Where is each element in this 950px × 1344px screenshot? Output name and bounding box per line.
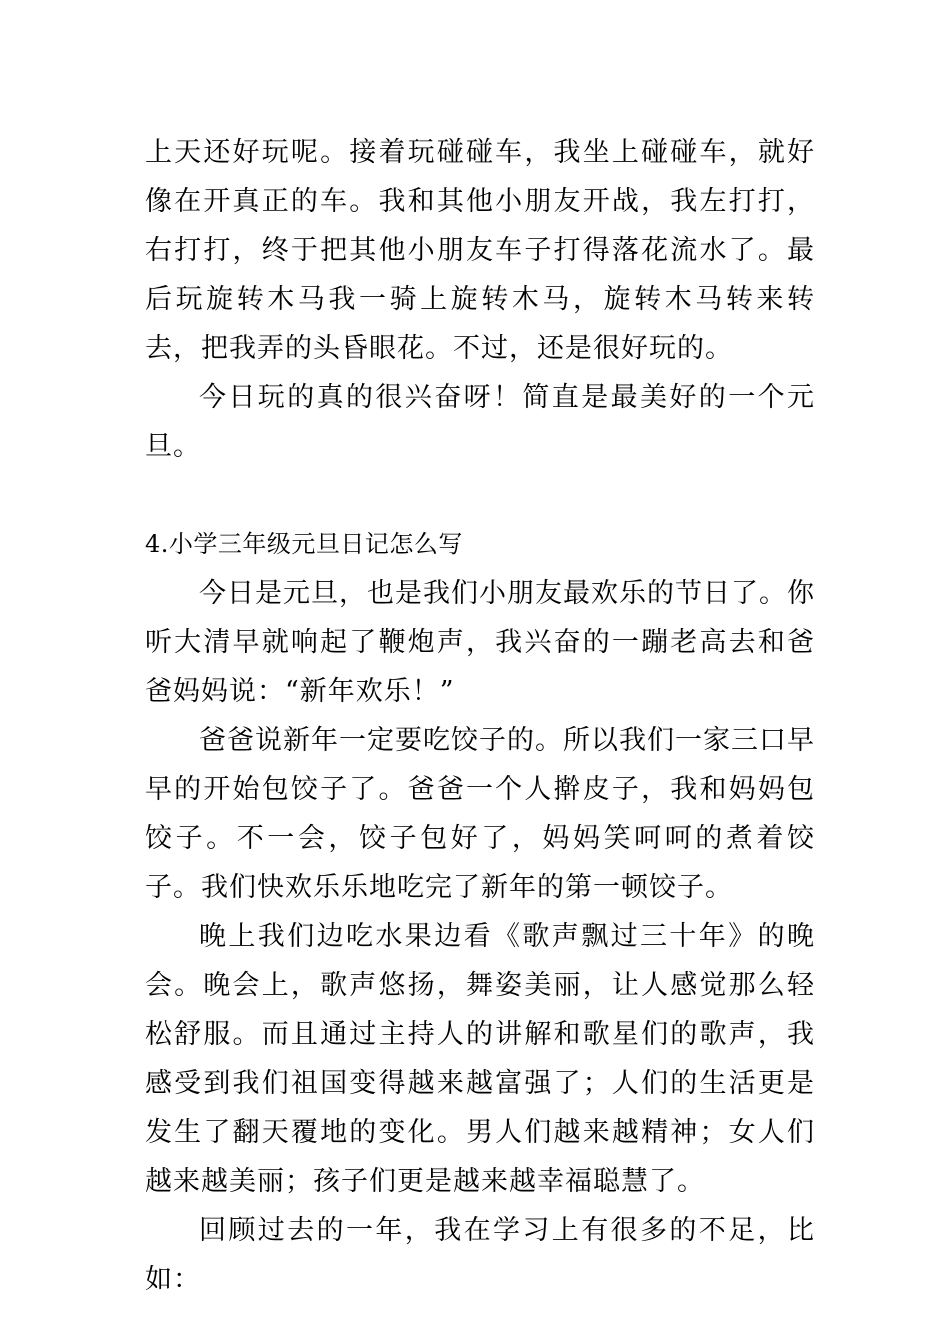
paragraph-closing: 今日玩的真的很兴奋呀！简直是最美好的一个元旦。 (145, 382, 815, 462)
document-page (145, 128, 815, 1304)
paragraph-continued: 上天还好玩呢。接着玩碰碰车，我坐上碰碰车，就好像在开真正的车。我和其他小朋友开战，我左打打，右打打，终于把其他小朋友车子打得落花流水了。最后玩旋转木马我一骑上旋转木马，旋转木马转来转去，把我弄的头昏眼花。不过，还是很好玩的。 (145, 137, 815, 364)
paragraph: 今日是元旦，也是我们小朋友最欢乐的节日了。你听大清早就响起了鞭炮声，我兴奋的一蹦老高去和爸爸妈妈说：“新年欢乐！” (145, 578, 815, 707)
paragraph: 晚上我们边吃水果边看《歌声飘过三十年》的晚会。晚会上，歌声悠扬，舞姿美丽，让人感觉那么轻松舒服。而且通过主持人的讲解和歌星们的歌声，我感受到我们祖国变得越来越富强了；人们的生活更是发生了翻天覆地的变化。男人们越来越精神；女人们越来越美丽；孩子们更是越来越幸福聪慧了。 (145, 921, 815, 1197)
section-heading: 4.小学三年级元旦日记怎么写 (145, 530, 463, 558)
paragraph: 爸爸说新年一定要吃饺子的。所以我们一家三口早早的开始包饺子了。爸爸一个人擀皮子，我和妈妈包饺子。不一会，饺子包好了，妈妈笑呵呵的煮着饺子。我们快欢乐乐地吃完了新年的第一顿饺子。 (145, 725, 815, 903)
paragraph: 回顾过去的一年，我在学习上有很多的不足，比如： (145, 1215, 815, 1295)
